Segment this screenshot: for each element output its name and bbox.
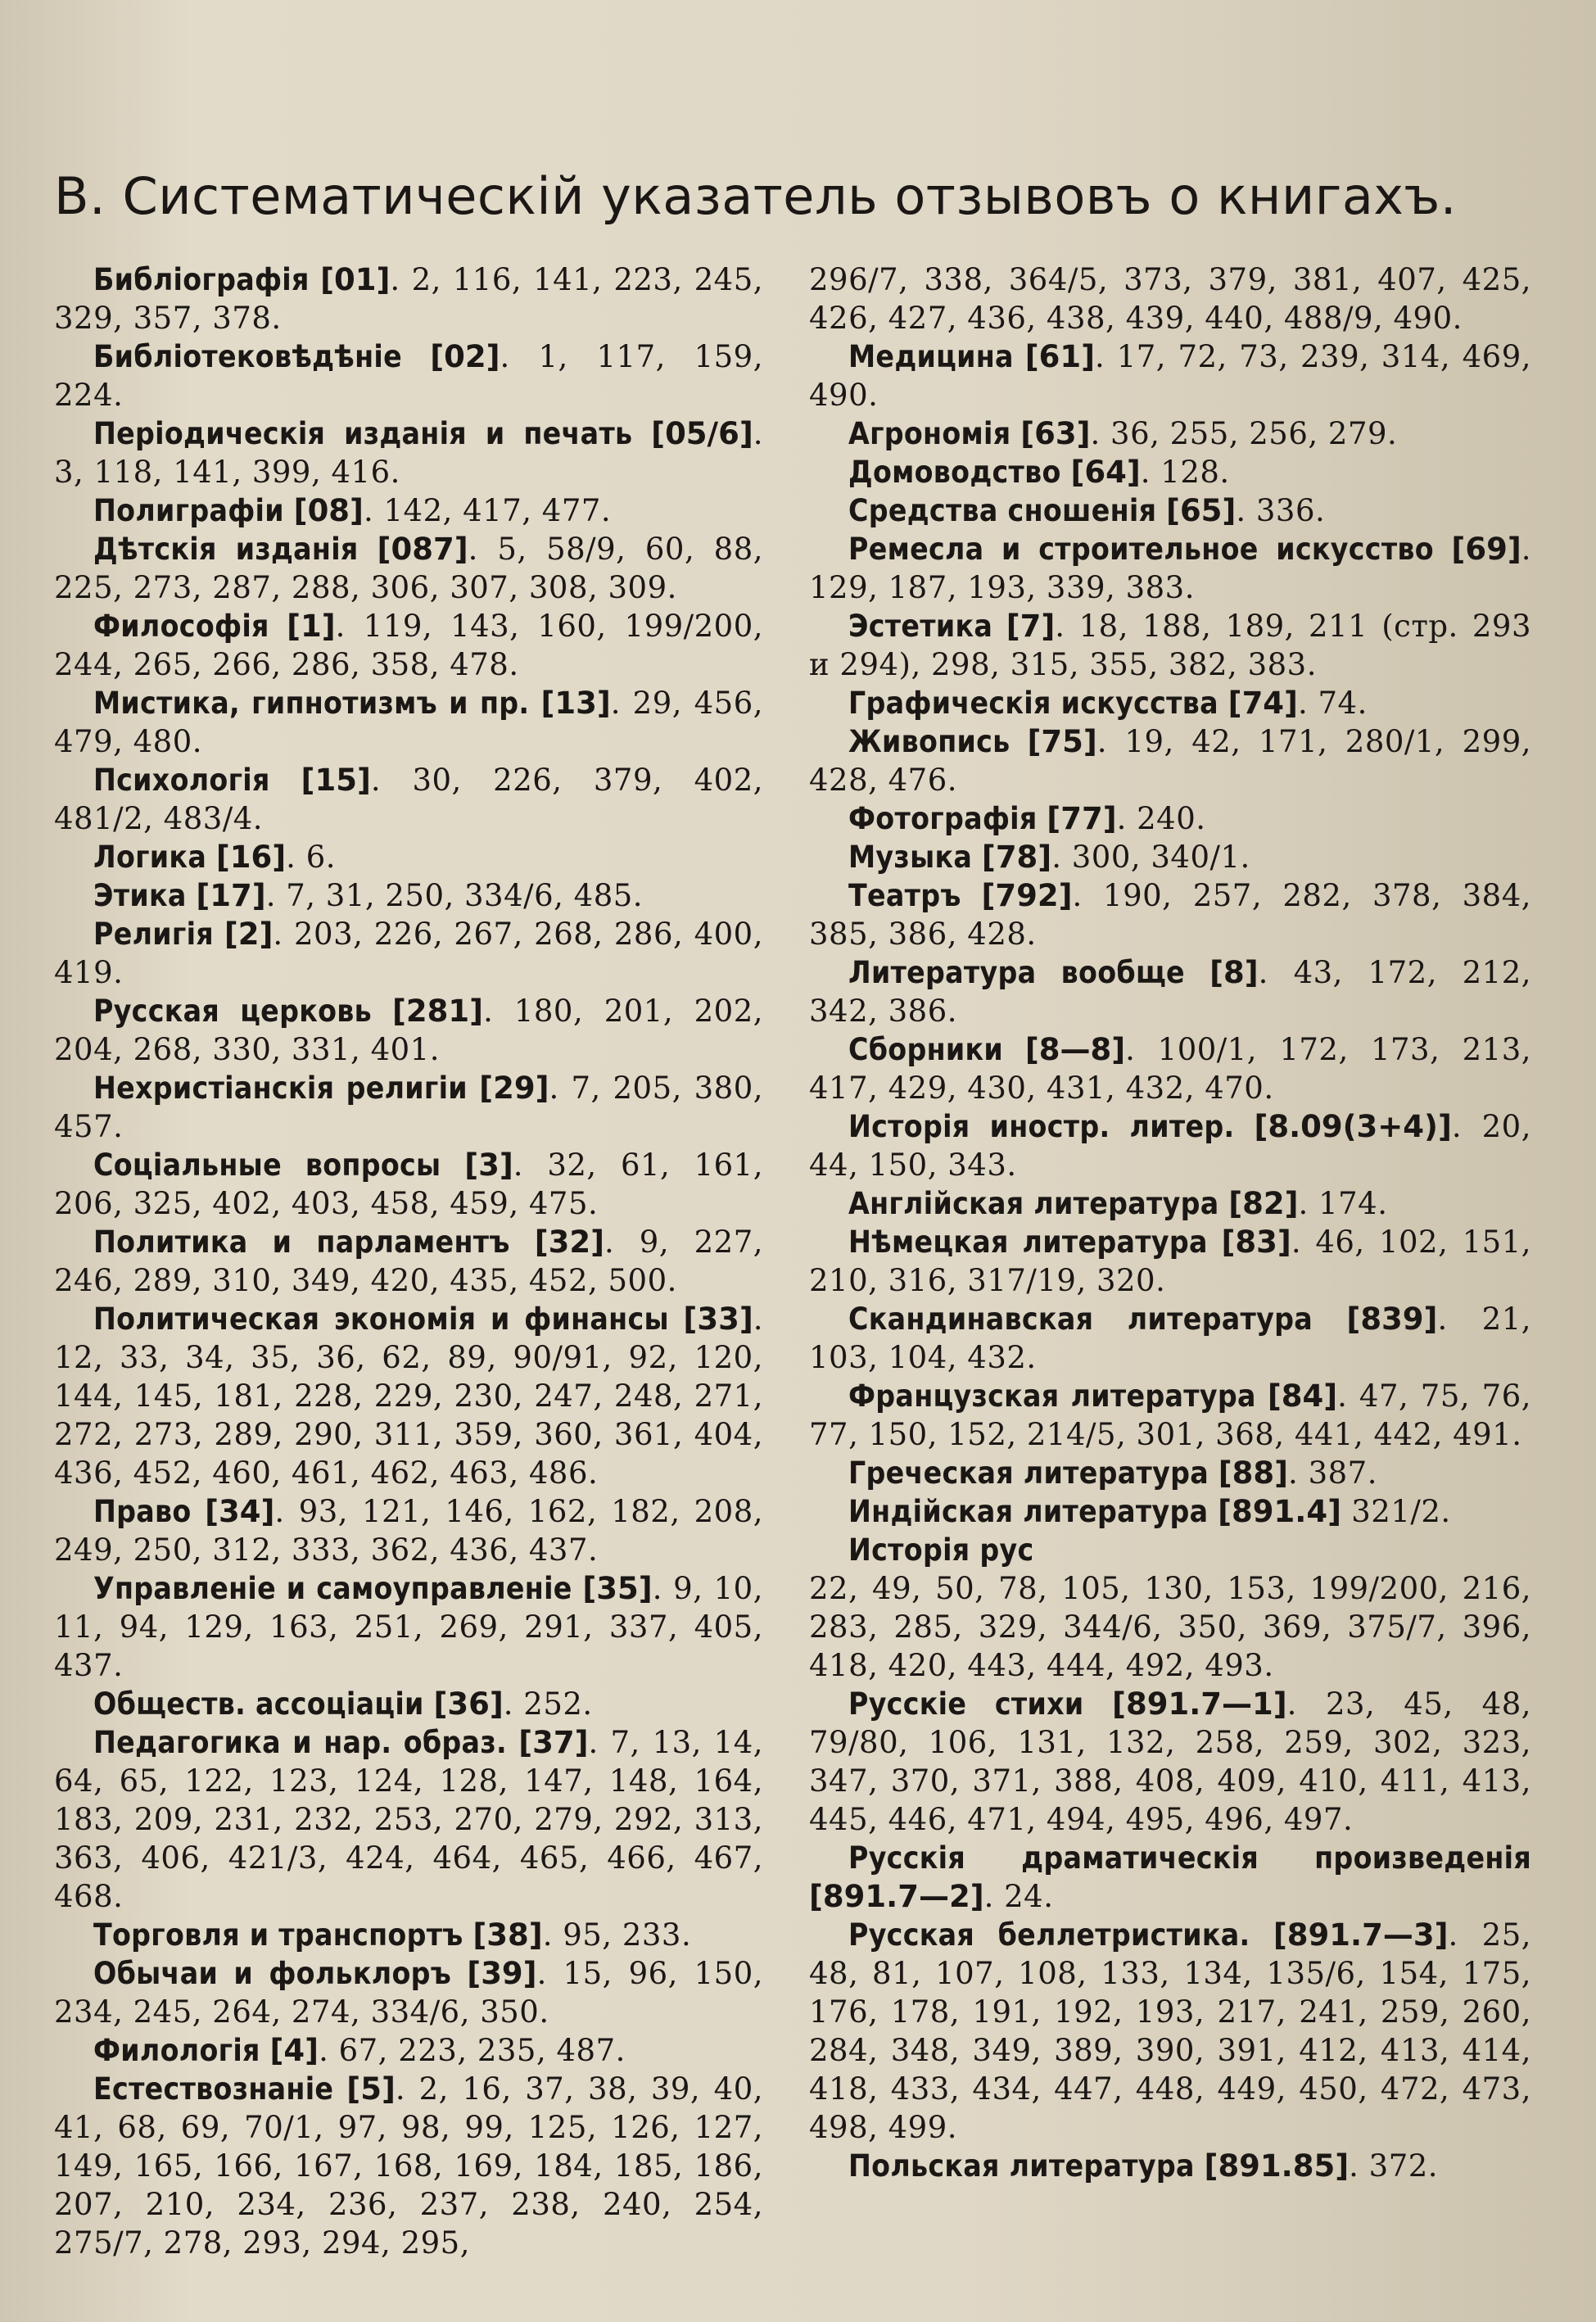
entry-heading: Скандинавская литература [848,1301,1313,1337]
index-entry [809,1531,1531,1569]
entry-references: 22, 49, 50, 78, 105, 130, 153, 199/200, 216, 283, 285, 329, 344/6, 350, 369, 375/7, 396, 418, 420, 443, 444, 492, 493. [809,1571,1531,1683]
index-entry [54,2070,763,2262]
entry-class-code: [32] [534,1224,605,1260]
entry-heading: Право [93,1494,192,1529]
entry-class-code: [17] [196,878,266,913]
entry-class-code: [891.85] [1204,2148,1350,2184]
entry-heading: Естествознаніе [93,2071,334,2107]
entry-class-code: [1] [287,609,336,644]
index-entry [54,1685,763,1723]
entry-class-code: [839] [1346,1301,1438,1337]
index-entry [54,1300,763,1492]
entry-heading: Польская литература [848,2148,1195,2184]
index-entry [809,1300,1531,1377]
entry-heading: Нехристіанскія религіи [93,1070,468,1106]
index-entry [809,1377,1531,1454]
entry-class-code: [77] [1047,801,1117,836]
entry-references: . 240. [1116,801,1206,836]
entry-heading: Библіографія [93,262,310,297]
entry-class-code: [2] [224,917,274,952]
entry-heading: Живопись [848,724,1010,759]
entry-class-code: [8] [1209,955,1259,990]
entry-references: . 67, 223, 235, 487. [319,2033,626,2068]
index-entry [54,915,763,992]
entry-references: . 128. [1140,455,1230,490]
index-entry [809,1223,1531,1300]
entry-heading: Англійская литература [848,1186,1219,1221]
entry-heading: Медицина [848,339,1014,374]
entry-references: . 29, 456, 479, 480. [54,686,763,759]
index-entry [54,876,763,915]
entry-heading: Ремесла и строительное искусство [848,532,1434,567]
entry-class-code: [891.4] [1218,1494,1341,1529]
entry-class-code: [15] [301,763,371,798]
page-title: В. Систематическій указатель отзывовъ о книгахъ. [54,166,1458,226]
entry-class-code: [792] [981,878,1073,913]
entry-references: . 5, 58/9, 60, 88, 225, 273, 287, 288, 306, 307, 308, 309. [54,532,763,605]
index-entry [809,1916,1531,2147]
index-entry [809,414,1531,453]
entry-class-code: [84] [1267,1378,1338,1414]
entry-heading: Политическая экономія и финансы [93,1301,669,1337]
index-entry [809,1839,1531,1916]
entry-class-code: [01] [320,262,391,297]
entry-references: . 252. [503,1686,593,1722]
entry-class-code: [64] [1070,455,1141,490]
entry-class-code: [82] [1228,1186,1299,1221]
entry-references: . 93, 121, 146, 162, 182, 208, 249, 250, 312, 333, 362, 436, 437. [54,1494,763,1568]
index-entry [54,1723,763,1916]
entry-references: . 74. [1297,686,1368,721]
entry-heading: Обычаи и фольклоръ [93,1956,452,1991]
entry-references: . 300, 340/1. [1051,840,1250,875]
entry-references: 296/7, 338, 364/5, 373, 379, 381, 407, 425, 426, 427, 436, 438, 439, 440, 488/9, 490. [809,262,1531,336]
entry-class-code: [61] [1024,339,1096,374]
entry-references: . 9, 10, 11, 94, 129, 163, 251, 269, 291, 337, 405, 437. [54,1571,763,1683]
index-entry [54,1223,763,1300]
entry-heading: Эстетика [848,609,993,644]
entry-references: . 7, 13, 14, 64, 65, 122, 123, 124, 128, 147, 148, 164, 183, 209, 231, 232, 253, 270, 279, 292, 313, 363, 406, 421/3, 424, 464, 465, 466, 467, 468. [54,1725,764,1914]
entry-heading: Мистика, гипнотизмъ и пр. [93,686,530,721]
entry-class-code: [69] [1451,532,1521,567]
entry-class-code: [38] [472,1917,543,1953]
index-entry [809,953,1531,1030]
entry-references: . 9, 227, 246, 289, 310, 349, 420, 435, 452, 500. [54,1224,764,1298]
entry-heading: Французская литература [848,1378,1256,1414]
entry-class-code: [891.7—2] [809,1879,984,1914]
index-entry [54,992,763,1069]
entry-class-code: [35] [582,1571,653,1606]
entry-heading: Русскіе стихи [848,1686,1084,1722]
entry-heading: Театръ [848,878,961,913]
entry-heading: Русская беллетристика. [848,1917,1250,1953]
index-entry [809,838,1531,876]
entry-heading: Періодическія изданія и печать [93,416,633,451]
entry-heading: Этика [93,878,187,913]
index-entry [54,1569,763,1685]
entry-references: . 43, 172, 212, 342, 386. [809,955,1531,1029]
entry-class-code: [281] [392,994,484,1029]
entry-references: . 6. [286,840,336,875]
index-entry [809,1107,1531,1184]
entry-references: . 17, 72, 73, 239, 314, 469, 490. [809,339,1531,413]
entry-references: . 23, 45, 48, 79/80, 106, 131, 132, 258, 259, 302, 323, 347, 370, 371, 388, 408, 409, 410, 411, 413, 445, 446, 471, 494, 495, 496, 497. [809,1686,1532,1837]
index-entry [809,453,1531,491]
entry-references: . 24. [983,1879,1054,1914]
index-entry [54,491,763,530]
entry-class-code: [8—8] [1024,1032,1126,1067]
index-entry [809,2147,1531,2185]
entry-references: . 18, 188, 189, 211 (стр. 293 и 294), 298, 315, 355, 382, 383. [809,609,1531,682]
entry-class-code: [891.7—3] [1273,1917,1449,1953]
entry-heading: Торговля и транспортъ [93,1917,463,1953]
entry-heading: Полиграфіи [93,493,284,528]
index-entry [809,1492,1531,1531]
entry-class-code: [13] [540,686,611,721]
entry-class-code: [37] [518,1725,589,1760]
entry-class-code: [5] [346,2071,396,2107]
index-entry [54,2031,763,2070]
entry-class-code: [78] [981,840,1052,875]
right-column [809,260,1531,2185]
entry-class-code: [16] [215,840,287,875]
entry-references: . 20, 44, 150, 343. [809,1109,1531,1183]
entry-heading: Литература вообще [848,955,1185,990]
index-entry [54,1916,763,1954]
entry-class-code: [05/6] [651,416,753,451]
entry-heading: Индійская литература [848,1494,1209,1529]
index-entry [54,1069,763,1146]
index-entry [54,684,763,761]
index-entry [809,1569,1531,1685]
entry-heading: Психологія [93,763,270,798]
entry-class-code: [08] [293,493,364,528]
entry-heading: Обществ. ассоціаціи [93,1686,424,1722]
entry-references: . 129, 187, 193, 339, 383. [809,532,1531,605]
entry-heading: Музыка [848,840,973,875]
entry-references: . 19, 42, 171, 280/1, 299, 428, 476. [809,724,1531,798]
entry-references: . 36, 255, 256, 279. [1090,416,1398,451]
entry-class-code: [891.7—1] [1112,1686,1287,1722]
index-entry [809,722,1531,799]
index-entry [809,1030,1531,1107]
entry-heading: Политика и парламентъ [93,1224,510,1260]
entry-heading: Филологія [93,2033,260,2068]
entry-class-code: [75] [1027,724,1097,759]
index-entry [54,1492,763,1569]
entry-heading: Русская церковь [93,994,372,1029]
entry-heading: Агрономія [848,416,1011,451]
entry-references: . 387. [1288,1455,1377,1491]
entry-references: . 30, 226, 379, 402, 481/2, 483/4. [54,763,764,836]
entry-heading: Логика [93,840,207,875]
entry-heading: Управленіе и самоуправленіе [93,1571,572,1606]
index-entry [809,607,1531,684]
entry-class-code: [65] [1166,493,1237,528]
left-column [54,260,763,2262]
entry-references: . 47, 75, 76, 77, 150, 152, 214/5, 301, 368, 441, 442, 491. [809,1378,1531,1452]
index-entry [809,876,1531,953]
index-entry [809,684,1531,722]
entry-references: . 12, 33, 34, 35, 36, 62, 89, 90/91, 92, 120, 144, 145, 181, 228, 229, 230, 247, 248, 271, 272, 273, 289, 290, 311, 359, 360, 361, 404, 436, 452, 460, 461, 462, 463, 486. [54,1301,763,1491]
entry-references: . 7, 205, 380, 457. [54,1070,763,1144]
entry-references: . 2, 116, 141, 223, 245, 329, 357, 378. [54,262,763,336]
entry-heading: Исторія иностр. литер. [848,1109,1235,1144]
entry-class-code: [02] [430,339,500,374]
entry-heading: Русскія драматическія произведенія [848,1840,1531,1876]
entry-class-code: [8.09(3+4)] [1254,1109,1452,1144]
entry-heading: Греческая литература [848,1455,1209,1491]
entry-class-code: [7] [1006,609,1056,644]
entry-heading: Сборники [848,1032,1004,1067]
entry-references: . 32, 61, 161, 206, 325, 402, 403, 458, 459, 475. [54,1147,763,1221]
entry-references: . 372. [1349,2148,1439,2184]
index-entry [809,799,1531,838]
entry-references: . 25, 48, 81, 107, 108, 133, 134, 135/6, 154, 175, 176, 178, 191, 192, 193, 217, 241, 259, 260, 284, 348, 349, 389, 390, 391, 412, 413, 414, 418, 433, 434, 447, 448, 449, 450, 472, 473, 498, 499. [809,1917,1531,2145]
entry-references: . 21, 103, 104, 432. [809,1301,1531,1375]
entry-references: . 119, 143, 160, 199/200, 244, 265, 266, 286, 358, 478. [54,609,763,682]
entry-references: . 174. [1298,1186,1388,1221]
index-entry [54,337,763,414]
entry-references: . 2, 16, 37, 38, 39, 40, 41, 68, 69, 70/1, 97, 98, 99, 125, 126, 127, 149, 165, 166, 167, 168, 169, 184, 185, 186, 207, 210, 234, 236, 237, 238, 240, 254, 275/7, 278, 293, 294, 295, [54,2071,764,2261]
index-entry [54,530,763,607]
entry-heading: Исторія рус [848,1532,1034,1568]
entry-references: . 203, 226, 267, 268, 286, 400, 419. [54,917,763,990]
entry-references: . 180, 201, 202, 204, 268, 330, 331, 401. [54,994,763,1067]
entry-class-code: [33] [683,1301,753,1337]
entry-heading: Графическія искусства [848,686,1218,721]
index-entry [54,1954,763,2031]
entry-class-code: [36] [433,1686,504,1722]
entry-class-code: [63] [1020,416,1091,451]
entry-heading: Философія [93,609,269,644]
entry-class-code: [39] [467,1956,537,1991]
index-entry [809,337,1531,414]
entry-heading: Религія [93,917,214,952]
index-entry [809,1184,1531,1223]
entry-heading: Соціальные вопросы [93,1147,441,1183]
index-entry [54,761,763,838]
entry-heading: Средства сношенія [848,493,1157,528]
index-entry [809,530,1531,607]
index-entry [809,1454,1531,1492]
entry-references: 321/2. [1341,1494,1451,1529]
entry-references: . 46, 102, 151, 210, 316, 317/19, 320. [809,1224,1532,1298]
entry-references: . 336. [1236,493,1326,528]
entry-heading: Педагогика и нар. образ. [93,1725,507,1760]
index-entry [54,838,763,876]
entry-class-code: [4] [269,2033,319,2068]
entry-class-code: [29] [479,1070,549,1106]
entry-class-code: [83] [1221,1224,1291,1260]
index-entry [54,414,763,491]
index-entry [54,607,763,684]
entry-references: . 100/1, 172, 173, 213, 417, 429, 430, 431, 432, 470. [809,1032,1532,1106]
entry-class-code: [3] [464,1147,513,1183]
index-entry [809,491,1531,530]
index-entry [809,260,1531,337]
entry-heading: Фотографія [848,801,1038,836]
entry-heading: Дѣтскія изданія [93,532,359,567]
entry-heading: Домоводство [848,455,1061,490]
entry-references: . 95, 233. [542,1917,692,1953]
entry-heading: Нѣмецкая литература [848,1224,1208,1260]
entry-references: . 190, 257, 282, 378, 384, 385, 386, 428. [809,878,1531,952]
entry-heading: Библіотековѣдѣніе [93,339,402,374]
index-entry [54,1146,763,1223]
entry-class-code: [74] [1228,686,1298,721]
entry-class-code: [34] [205,1494,275,1529]
entry-references: . 3, 118, 141, 399, 416. [54,416,763,490]
entry-class-code: [88] [1218,1455,1289,1491]
entry-references: . 142, 417, 477. [363,493,612,528]
entry-references: . 7, 31, 250, 334/6, 485. [265,878,644,913]
index-entry [54,260,763,337]
entry-references: . 15, 96, 150, 234, 245, 264, 274, 334/6, 350. [54,1956,763,2030]
entry-class-code: [087] [377,532,468,567]
index-entry [809,1685,1531,1839]
entry-references: . 1, 117, 159, 224. [54,339,763,413]
